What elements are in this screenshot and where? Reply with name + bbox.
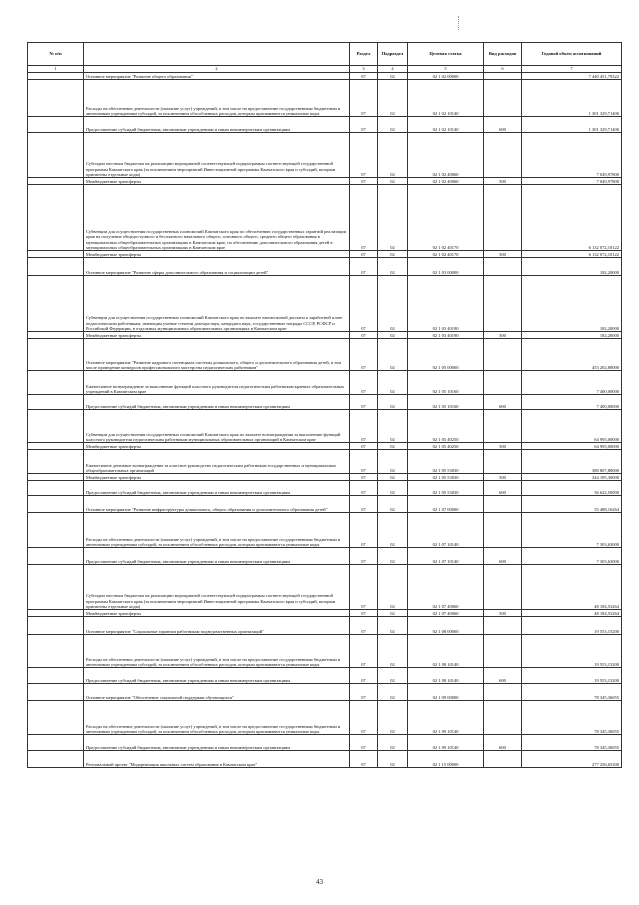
subsection-cell: 02 — [378, 332, 408, 339]
section-cell: 07 — [350, 410, 378, 443]
subsection-cell: 02 — [378, 548, 408, 565]
exp-type-cell: 500 — [484, 332, 522, 339]
num-cell — [28, 617, 84, 635]
section-cell: 07 — [350, 735, 378, 751]
amount-cell: 182,20000 — [522, 332, 622, 339]
section-cell: 07 — [350, 565, 378, 610]
target-cell: 02 1 05 53030 — [408, 474, 484, 481]
exp-type-cell — [484, 635, 522, 668]
exp-type-cell — [484, 258, 522, 276]
name-cell: Региональный проект "Модернизация школьных систем образования в Камчатском крае" — [84, 751, 350, 768]
table-row — [28, 496, 622, 513]
name-cell: Предоставление субсидий бюджетным, автономным учреждениям и иным некоммерческим организациям — [84, 395, 350, 410]
budget-table — [27, 42, 622, 768]
num-cell — [28, 668, 84, 684]
num-cell — [28, 395, 84, 410]
section-cell: 07 — [350, 684, 378, 701]
amount-cell: 48 184,53264 — [522, 610, 622, 617]
target-cell: 02 1 05 40250 — [408, 443, 484, 450]
table-row — [28, 617, 622, 635]
header-section: Раздел — [350, 43, 378, 66]
section-cell: 07 — [350, 332, 378, 339]
section-cell: 07 — [350, 617, 378, 635]
exp-type-cell — [484, 701, 522, 735]
target-cell: 02 1 05 53030 — [408, 481, 484, 496]
table-row — [28, 668, 622, 684]
num-cell — [28, 701, 84, 735]
table-row — [28, 251, 622, 258]
target-cell: 02 1 07 10140 — [408, 513, 484, 548]
table-row — [28, 450, 622, 474]
num-cell — [28, 117, 84, 133]
subsection-cell: 02 — [378, 339, 408, 371]
subsection-cell: 02 — [378, 565, 408, 610]
exp-type-cell: 600 — [484, 117, 522, 133]
target-cell: 02 1 03 40190 — [408, 276, 484, 332]
target-cell: 02 1 08 10140 — [408, 635, 484, 668]
exp-type-cell — [484, 133, 522, 178]
target-cell: 02 1 07 00000 — [408, 496, 484, 513]
exp-type-cell: 600 — [484, 395, 522, 410]
table-row — [28, 339, 622, 371]
exp-type-cell: 500 — [484, 474, 522, 481]
name-cell: Предоставление субсидий бюджетным, автономным учреждениям и иным некоммерческим организациям — [84, 548, 350, 565]
section-cell: 07 — [350, 339, 378, 371]
amount-cell: 6 132 072,10122 — [522, 185, 622, 251]
name-cell: Основное мероприятие "Обеспечение социальной поддержки обучающихся" — [84, 684, 350, 701]
name-cell: Ежемесячное денежное вознаграждение за классное руководство педагогическим работникам государственных и муниципальных общеобразовательных организаций — [84, 450, 350, 474]
subsection-cell: 02 — [378, 410, 408, 443]
target-cell: 02 1 02 10140 — [408, 117, 484, 133]
exp-type-cell — [484, 73, 522, 80]
subsection-cell: 02 — [378, 251, 408, 258]
section-cell: 07 — [350, 548, 378, 565]
subsection-cell: 02 — [378, 751, 408, 768]
header-exp-type: Вид расходов — [484, 43, 522, 66]
table-row — [28, 751, 622, 768]
name-cell: Основное мероприятие "Развитие сферы дополнительного образования и социализации детей" — [84, 258, 350, 276]
exp-type-cell — [484, 751, 522, 768]
target-cell: 02 1 02 40060 — [408, 178, 484, 185]
table-row — [28, 635, 622, 668]
index-cell: 6 — [484, 66, 522, 73]
name-cell: Межбюджетные трансферты — [84, 443, 350, 450]
index-cell: 3 — [350, 66, 378, 73]
amount-cell: 7 049,97800 — [522, 178, 622, 185]
num-cell — [28, 450, 84, 474]
amount-cell: 48 184,53264 — [522, 565, 622, 610]
exp-type-cell — [484, 684, 522, 701]
num-cell — [28, 276, 84, 332]
table-row — [28, 395, 622, 410]
subsection-cell: 02 — [378, 258, 408, 276]
name-cell: Межбюджетные трансферты — [84, 251, 350, 258]
scan-mark — [458, 16, 460, 30]
target-cell: 02 1 07 40060 — [408, 565, 484, 610]
amount-cell: 19 553,15200 — [522, 635, 622, 668]
table-row — [28, 610, 622, 617]
target-cell: 02 1 02 40060 — [408, 133, 484, 178]
subsection-cell: 02 — [378, 610, 408, 617]
amount-cell: 19 553,15200 — [522, 617, 622, 635]
num-cell — [28, 371, 84, 395]
section-cell: 07 — [350, 276, 378, 332]
amount-cell: 182,20000 — [522, 276, 622, 332]
subsection-cell: 02 — [378, 635, 408, 668]
num-cell — [28, 548, 84, 565]
section-cell: 07 — [350, 73, 378, 80]
num-cell — [28, 635, 84, 668]
subsection-cell: 02 — [378, 133, 408, 178]
amount-cell: 344 185,30000 — [522, 474, 622, 481]
table-row — [28, 474, 622, 481]
amount-cell: 7 303,63000 — [522, 513, 622, 548]
num-cell — [28, 80, 84, 117]
num-cell — [28, 73, 84, 80]
name-cell: Субвенции для осуществления государственных полномочий Камчатского края по обеспечению государственных гарантий реализации прав на получение общедоступного и бесплатного начального общего, основного общего, среднего общего образования в муниципальных общеобразовательных организациях в Камчатском крае, по обеспечению дополнительного образования детей в муниципальных общеобразовательных организациях в Камчатском крае — [84, 185, 350, 251]
index-cell: 2 — [84, 66, 350, 73]
name-cell: Субвенции для осуществления государственных полномочий Камчатского края по выплате ежемесячной доплаты к заработной плате педагогическим работникам, имеющим ученые степени доктора наук, кандидата наук, государственные награды СССР, РСФСР и Российской Федерации, в отдельных муниципальных образовательных организациях в Камчатском крае — [84, 276, 350, 332]
amount-cell: 7 440 451,79322 — [522, 73, 622, 80]
name-cell: Расходы на обеспечение деятельности (оказание услуг) учреждений, в том числе на предоставление государственным бюджетным и автономным учреждениям субсидий, за исключением обособленных расходов, которым присваиваются уникальные коды — [84, 80, 350, 117]
index-cell: 7 — [522, 66, 622, 73]
target-cell: 02 1 05 40250 — [408, 410, 484, 443]
header-target: Целевая статья — [408, 43, 484, 66]
target-cell: 02 1 05 10160 — [408, 371, 484, 395]
table-row — [28, 701, 622, 735]
target-cell: 02 1 05 00000 — [408, 339, 484, 371]
num-cell — [28, 610, 84, 617]
name-cell: Основное мероприятие "Развитие общего образования" — [84, 73, 350, 80]
exp-type-cell: 600 — [484, 668, 522, 684]
exp-type-cell: 500 — [484, 178, 522, 185]
target-cell: 02 1 03 00000 — [408, 258, 484, 276]
subsection-cell: 02 — [378, 276, 408, 332]
num-cell — [28, 332, 84, 339]
subsection-cell: 02 — [378, 735, 408, 751]
amount-cell: 7 400,00000 — [522, 395, 622, 410]
section-cell: 07 — [350, 80, 378, 117]
amount-cell: 182,20000 — [522, 258, 622, 276]
num-cell — [28, 443, 84, 450]
exp-type-cell — [484, 276, 522, 332]
exp-type-cell — [484, 617, 522, 635]
target-cell: 02 1 05 10160 — [408, 395, 484, 410]
subsection-cell: 02 — [378, 513, 408, 548]
subsection-cell: 02 — [378, 617, 408, 635]
section-cell: 07 — [350, 496, 378, 513]
subsection-cell: 02 — [378, 481, 408, 496]
subsection-cell: 02 — [378, 73, 408, 80]
name-cell: Расходы на обеспечение деятельности (оказание услуг) учреждений, в том числе на предоставление государственным бюджетным и автономным учреждениям субсидий, за исключением обособленных расходов, которым присваиваются уникальные коды — [84, 635, 350, 668]
target-cell: 02 1 15 00000 — [408, 751, 484, 768]
section-cell: 07 — [350, 450, 378, 474]
table-row — [28, 178, 622, 185]
table-row — [28, 258, 622, 276]
name-cell: Межбюджетные трансферты — [84, 610, 350, 617]
name-cell: Основное мероприятие "Социальные гарантии работникам подведомственных организаций" — [84, 617, 350, 635]
amount-cell: 78 345,36055 — [522, 735, 622, 751]
num-cell — [28, 496, 84, 513]
amount-cell: 1 301 329,71400 — [522, 80, 622, 117]
target-cell: 02 1 08 10140 — [408, 668, 484, 684]
table-row — [28, 371, 622, 395]
header-num: № п/п — [28, 43, 84, 66]
table-row — [28, 735, 622, 751]
exp-type-cell — [484, 450, 522, 474]
table-row — [28, 513, 622, 548]
exp-type-cell: 600 — [484, 735, 522, 751]
num-cell — [28, 474, 84, 481]
column-index-row — [28, 66, 622, 73]
amount-cell: 380 807,80000 — [522, 450, 622, 474]
table-row — [28, 133, 622, 178]
amount-cell: 277 256,65300 — [522, 751, 622, 768]
section-cell: 07 — [350, 610, 378, 617]
amount-cell: 6 132 072,10122 — [522, 251, 622, 258]
amount-cell: 78 345,36055 — [522, 701, 622, 735]
subsection-cell: 02 — [378, 450, 408, 474]
num-cell — [28, 565, 84, 610]
num-cell — [28, 133, 84, 178]
num-cell — [28, 684, 84, 701]
header-amount: Годовой объем ассигнований — [522, 43, 622, 66]
exp-type-cell — [484, 185, 522, 251]
subsection-cell: 02 — [378, 117, 408, 133]
name-cell: Расходы на обеспечение деятельности (оказание услуг) учреждений, в том числе на предоставление государственным бюджетным и автономным учреждениям субсидий, за исключением обособленных расходов, которым присваиваются уникальные коды — [84, 513, 350, 548]
subsection-cell: 02 — [378, 684, 408, 701]
target-cell: 02 1 03 40190 — [408, 332, 484, 339]
target-cell: 02 1 02 00000 — [408, 73, 484, 80]
table-row — [28, 565, 622, 610]
num-cell — [28, 178, 84, 185]
header-subsection: Подраздел — [378, 43, 408, 66]
table-row — [28, 80, 622, 117]
table-header-row — [28, 43, 622, 66]
subsection-cell: 02 — [378, 371, 408, 395]
exp-type-cell: 600 — [484, 481, 522, 496]
num-cell — [28, 481, 84, 496]
table-row — [28, 73, 622, 80]
section-cell: 07 — [350, 751, 378, 768]
name-cell: Расходы на обеспечение деятельности (оказание услуг) учреждений, в том числе на предоставление государственным бюджетным и автономным учреждениям субсидий, за исключением обособленных расходов, которым присваиваются уникальные коды — [84, 701, 350, 735]
exp-type-cell — [484, 410, 522, 443]
exp-type-cell — [484, 339, 522, 371]
subsection-cell: 02 — [378, 496, 408, 513]
amount-cell: 55 488,16264 — [522, 496, 622, 513]
page-number: 43 — [316, 878, 323, 886]
num-cell — [28, 410, 84, 443]
target-cell: 02 1 02 40170 — [408, 185, 484, 251]
section-cell: 07 — [350, 513, 378, 548]
section-cell: 07 — [350, 117, 378, 133]
exp-type-cell — [484, 496, 522, 513]
amount-cell: 78 345,36055 — [522, 684, 622, 701]
name-cell: Предоставление субсидий бюджетным, автономным учреждениям и иным некоммерческим организациям — [84, 668, 350, 684]
section-cell: 07 — [350, 635, 378, 668]
table-row — [28, 481, 622, 496]
num-cell — [28, 251, 84, 258]
name-cell: Межбюджетные трансферты — [84, 178, 350, 185]
num-cell — [28, 735, 84, 751]
section-cell: 07 — [350, 395, 378, 410]
name-cell: Ежемесячное вознаграждение за выполнение функций классного руководителя педагогическим работникам краевых образовательных учреждений в Камчатском крае — [84, 371, 350, 395]
target-cell: 02 1 02 40170 — [408, 251, 484, 258]
section-cell: 07 — [350, 251, 378, 258]
section-cell: 07 — [350, 371, 378, 395]
table-row — [28, 276, 622, 332]
amount-cell: 7 049,97800 — [522, 133, 622, 178]
subsection-cell: 02 — [378, 178, 408, 185]
section-cell: 07 — [350, 258, 378, 276]
section-cell: 07 — [350, 178, 378, 185]
table-row — [28, 548, 622, 565]
name-cell: Межбюджетные трансферты — [84, 474, 350, 481]
name-cell: Основное мероприятие "Развитие кадрового потенциала системы дошкольного, общего и дополнительного образования детей, в том числе проведение конкурсов профессионального мастерства педагогических работников" — [84, 339, 350, 371]
table-row — [28, 410, 622, 443]
section-cell: 07 — [350, 668, 378, 684]
table-row — [28, 684, 622, 701]
section-cell: 07 — [350, 443, 378, 450]
header-name — [84, 43, 350, 66]
table-row — [28, 443, 622, 450]
index-cell: 4 — [378, 66, 408, 73]
exp-type-cell — [484, 565, 522, 610]
subsection-cell: 02 — [378, 80, 408, 117]
amount-cell: 36 622,50000 — [522, 481, 622, 496]
amount-cell: 453 202,80000 — [522, 339, 622, 371]
section-cell: 07 — [350, 474, 378, 481]
amount-cell: 7 303,63000 — [522, 548, 622, 565]
subsection-cell: 02 — [378, 185, 408, 251]
name-cell: Субвенции для осуществления государственных полномочий Камчатского края по выплате вознаграждения за выполнение функций классного руководителя педагогическим работникам муниципальных образовательных организаций в Камчатском крае — [84, 410, 350, 443]
name-cell: Предоставление субсидий бюджетным, автономным учреждениям и иным некоммерческим организациям — [84, 117, 350, 133]
index-cell: 5 — [408, 66, 484, 73]
num-cell — [28, 185, 84, 251]
amount-cell: 64 995,00000 — [522, 410, 622, 443]
amount-cell: 19 553,15200 — [522, 668, 622, 684]
section-cell: 07 — [350, 481, 378, 496]
exp-type-cell — [484, 80, 522, 117]
index-cell: 1 — [28, 66, 84, 73]
table-body — [28, 73, 622, 768]
subsection-cell: 02 — [378, 474, 408, 481]
exp-type-cell: 500 — [484, 443, 522, 450]
target-cell: 02 1 09 00000 — [408, 684, 484, 701]
exp-type-cell: 600 — [484, 548, 522, 565]
table-row — [28, 185, 622, 251]
target-cell: 02 1 08 00000 — [408, 617, 484, 635]
name-cell: Основное мероприятие "Развитие инфраструктуры дошкольного, общего образования и дополнительного образования детей" — [84, 496, 350, 513]
subsection-cell: 02 — [378, 701, 408, 735]
exp-type-cell — [484, 513, 522, 548]
subsection-cell: 02 — [378, 668, 408, 684]
target-cell: 02 1 02 10140 — [408, 80, 484, 117]
amount-cell: 7 400,00000 — [522, 371, 622, 395]
subsection-cell: 02 — [378, 395, 408, 410]
target-cell: 02 1 07 40060 — [408, 610, 484, 617]
name-cell: Межбюджетные трансферты — [84, 332, 350, 339]
name-cell: Субсидии местным бюджетам на реализацию мероприятий соответствующей подпрограммы соответствующей государственной программы Камчатского края (за исключением мероприятий Инвестиционной программы Камчатского края и субсидий, которым присвоены отдельные коды) — [84, 565, 350, 610]
exp-type-cell: 500 — [484, 251, 522, 258]
target-cell: 02 1 07 10140 — [408, 548, 484, 565]
exp-type-cell — [484, 371, 522, 395]
target-cell: 02 1 09 10140 — [408, 735, 484, 751]
num-cell — [28, 339, 84, 371]
section-cell: 07 — [350, 185, 378, 251]
num-cell — [28, 258, 84, 276]
name-cell: Предоставление субсидий бюджетным, автономным учреждениям и иным некоммерческим организациям — [84, 481, 350, 496]
amount-cell: 64 995,00000 — [522, 443, 622, 450]
amount-cell: 1 301 329,71400 — [522, 117, 622, 133]
table-row — [28, 332, 622, 339]
subsection-cell: 02 — [378, 443, 408, 450]
exp-type-cell: 500 — [484, 610, 522, 617]
section-cell: 07 — [350, 133, 378, 178]
section-cell: 07 — [350, 701, 378, 735]
table-row — [28, 117, 622, 133]
num-cell — [28, 513, 84, 548]
target-cell: 02 1 05 53030 — [408, 450, 484, 474]
name-cell: Субсидии местным бюджетам на реализацию мероприятий соответствующей подпрограммы соответствующей государственной программы Камчатского края (за исключением мероприятий Инвестиционной программы Камчатского края и субсидий, которым присвоены отдельные коды) — [84, 133, 350, 178]
target-cell: 02 1 09 10140 — [408, 701, 484, 735]
num-cell — [28, 751, 84, 768]
name-cell: Предоставление субсидий бюджетным, автономным учреждениям и иным некоммерческим организациям — [84, 735, 350, 751]
